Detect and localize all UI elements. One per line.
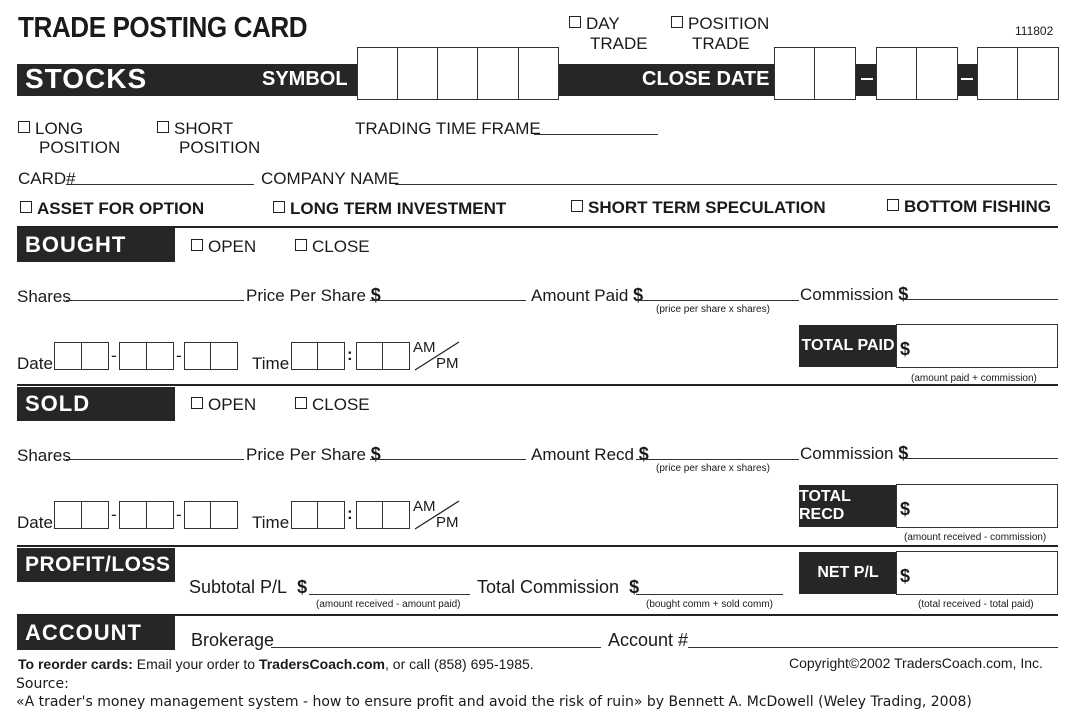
reorder-site-link[interactable]: TradersCoach.com: [258, 656, 386, 672]
profit-loss-header: PROFIT/LOSS: [17, 548, 175, 582]
sold-date-day[interactable]: [119, 501, 174, 529]
bought-date-month[interactable]: [54, 342, 109, 370]
bought-price-label: Price Per Share $: [246, 285, 381, 305]
close-date-label: CLOSE DATE: [642, 68, 770, 90]
time-separator: :: [347, 345, 353, 364]
date-box[interactable]: [876, 47, 917, 100]
time-box[interactable]: [356, 342, 383, 370]
date-separator: -: [176, 505, 182, 524]
bought-open-label: OPEN: [208, 237, 257, 256]
dollar-sign: $: [898, 443, 909, 463]
reorder-text: To reorder cards: Email your order to TradersCoach.com, or call (858) 695-1985.: [18, 656, 534, 672]
account-number-label: Account #: [608, 630, 689, 650]
sold-date-month[interactable]: [54, 501, 109, 529]
day-trade-label: DAY: [586, 14, 620, 33]
dollar-sign: $: [633, 285, 644, 305]
long-position-label-2: POSITION: [39, 138, 121, 157]
date-box[interactable]: [82, 342, 109, 370]
dollar-sign: $: [370, 285, 381, 305]
sold-price-field[interactable]: [370, 459, 526, 460]
sold-close-checkbox[interactable]: [295, 397, 307, 409]
dollar-sign: $: [629, 577, 640, 597]
dollar-sign: $: [370, 444, 381, 464]
bottom-fishing-checkbox[interactable]: [887, 199, 899, 211]
short-position-option[interactable]: [157, 119, 233, 138]
dollar-sign: $: [297, 577, 308, 597]
time-box[interactable]: [291, 342, 318, 370]
date-separator: -: [111, 346, 117, 365]
bought-amount-field[interactable]: [636, 300, 799, 301]
am-pm-slash: [413, 499, 461, 531]
dollar-sign: $: [900, 499, 911, 519]
pm-label: PM: [436, 514, 459, 531]
card-title: TRADE POSTING CARD: [18, 12, 308, 44]
symbol-boxes[interactable]: [357, 47, 559, 100]
sold-close-option[interactable]: [295, 395, 370, 414]
net-pl-label: NET P/L: [799, 552, 897, 594]
sold-amount-field[interactable]: [636, 459, 799, 460]
total-recd-field[interactable]: [896, 484, 1058, 528]
total-commission-note: (bought comm + sold comm): [646, 599, 773, 610]
sold-amount-label: Amount Recd $: [531, 444, 649, 464]
date-separator: -: [176, 346, 182, 365]
short-position-checkbox[interactable]: [157, 121, 169, 133]
date-box[interactable]: [119, 501, 147, 529]
sold-amount-note: (price per share x shares): [656, 463, 770, 474]
am-pm-slash: [413, 340, 461, 372]
sold-open-option[interactable]: [191, 395, 256, 414]
date-box[interactable]: [1018, 47, 1059, 100]
dollar-sign: $: [900, 339, 911, 359]
sold-shares-label: Shares: [17, 446, 71, 465]
source-label: Source:: [16, 676, 69, 692]
sold-time-hour[interactable]: [291, 501, 345, 529]
dollar-sign: $: [900, 566, 911, 586]
sold-commission-field[interactable]: [902, 458, 1058, 459]
bought-shares-label: Shares: [17, 287, 71, 306]
short-term-speculation-option[interactable]: [571, 198, 826, 217]
date-box[interactable]: [184, 501, 211, 529]
source-text: «A trader's money management system - how to ensure profit and avoid the risk of ruin» by Bennett A. McDowell (Weley Trading, 2008): [16, 694, 972, 710]
date-box[interactable]: [917, 47, 958, 100]
time-box[interactable]: [356, 501, 383, 529]
date-box[interactable]: [977, 47, 1018, 100]
bought-amount-label: Amount Paid $: [531, 285, 644, 305]
sold-time-label: Time: [252, 513, 290, 532]
bought-open-checkbox[interactable]: [191, 239, 203, 251]
subtotal-pl-note: (amount received - amount paid): [316, 599, 461, 610]
sold-close-label: CLOSE: [312, 395, 370, 414]
bought-date-year[interactable]: [184, 342, 238, 370]
sold-price-label: Price Per Share $: [246, 444, 381, 464]
time-box[interactable]: [318, 501, 345, 529]
time-separator: :: [347, 504, 353, 523]
long-term-investment-option[interactable]: [273, 199, 506, 218]
bought-date-day[interactable]: [119, 342, 174, 370]
bought-close-option[interactable]: [295, 237, 370, 256]
account-number-field[interactable]: [688, 647, 1058, 648]
bought-amount-note: (price per share x shares): [656, 304, 770, 315]
sold-header: SOLD: [17, 387, 175, 421]
net-pl-note: (total received - total paid): [918, 599, 1034, 610]
short-term-speculation-checkbox[interactable]: [571, 200, 583, 212]
subtotal-pl-label: Subtotal P/L $: [189, 577, 308, 597]
total-paid-note: (amount paid + commission): [911, 373, 1037, 384]
symbol-box[interactable]: [398, 47, 438, 100]
time-box[interactable]: [318, 342, 345, 370]
long-term-investment-checkbox[interactable]: [273, 201, 285, 213]
company-name-label: COMPANY NAME: [261, 169, 400, 188]
long-position-label: LONG: [35, 119, 84, 138]
trading-time-frame-label: TRADING TIME FRAME: [355, 119, 541, 138]
position-trade-label: POSITION: [688, 14, 770, 33]
time-box[interactable]: [291, 501, 318, 529]
bought-time-minute[interactable]: [356, 342, 410, 370]
short-position-label-2: POSITION: [179, 138, 261, 157]
bought-close-checkbox[interactable]: [295, 239, 307, 251]
dollar-sign: $: [638, 444, 649, 464]
am-label: AM: [413, 498, 436, 515]
date-box[interactable]: [184, 342, 211, 370]
total-commission-label: Total Commission $: [477, 577, 640, 597]
position-trade-checkbox[interactable]: [671, 16, 683, 28]
time-box[interactable]: [383, 342, 410, 370]
trading-time-frame-field[interactable]: [534, 134, 658, 135]
day-trade-option[interactable]: [569, 14, 620, 33]
brokerage-field[interactable]: [271, 647, 601, 648]
close-date-day[interactable]: [876, 47, 958, 100]
symbol-label: SYMBOL: [262, 68, 348, 90]
subtotal-pl-field[interactable]: [309, 594, 470, 595]
bottom-fishing-option[interactable]: [887, 197, 1051, 216]
bought-commission-label: Commission $: [800, 284, 909, 304]
close-date-month[interactable]: [774, 47, 856, 100]
asset-for-option[interactable]: [20, 199, 204, 218]
card-number-label: CARD#: [18, 169, 76, 188]
long-position-checkbox[interactable]: [18, 121, 30, 133]
card-code: 111802: [1015, 24, 1054, 38]
sold-commission-label: Commission $: [800, 443, 909, 463]
close-date-year[interactable]: [977, 47, 1059, 100]
am-label: AM: [413, 339, 436, 356]
symbol-box[interactable]: [357, 47, 398, 100]
total-commission-field[interactable]: [636, 594, 783, 595]
section-divider: [17, 545, 1058, 547]
total-paid-field[interactable]: [896, 324, 1058, 368]
short-term-speculation-label: SHORT TERM SPECULATION: [588, 198, 826, 217]
bought-shares-field[interactable]: [66, 300, 244, 301]
long-position-option[interactable]: [18, 119, 83, 138]
date-box[interactable]: [54, 501, 82, 529]
date-dash: [961, 78, 973, 80]
card-number-field[interactable]: [66, 184, 254, 185]
total-recd-note: (amount received - commission): [904, 532, 1047, 543]
day-trade-checkbox[interactable]: [569, 16, 581, 28]
time-box[interactable]: [383, 501, 410, 529]
bought-time-hour[interactable]: [291, 342, 345, 370]
section-divider: [17, 384, 1058, 386]
bought-time-label: Time: [252, 354, 290, 373]
dollar-sign: $: [898, 284, 909, 304]
bottom-fishing-label: BOTTOM FISHING: [904, 197, 1052, 216]
sold-open-label: OPEN: [208, 395, 257, 414]
date-box[interactable]: [147, 342, 174, 370]
total-recd-label: TOTAL RECD: [799, 485, 897, 527]
company-name-field[interactable]: [395, 184, 1057, 185]
sold-open-checkbox[interactable]: [191, 397, 203, 409]
sold-date-year[interactable]: [184, 501, 238, 529]
symbol-box[interactable]: [478, 47, 519, 100]
date-box[interactable]: [211, 501, 238, 529]
bought-price-field[interactable]: [370, 300, 526, 301]
asset-for-option-checkbox[interactable]: [20, 201, 32, 213]
account-header: ACCOUNT: [17, 616, 175, 650]
date-box[interactable]: [815, 47, 856, 100]
symbol-box[interactable]: [519, 47, 559, 100]
bought-close-label: CLOSE: [312, 237, 370, 256]
symbol-box[interactable]: [438, 47, 478, 100]
date-box[interactable]: [774, 47, 815, 100]
net-pl-field[interactable]: [896, 551, 1058, 595]
bought-commission-field[interactable]: [902, 299, 1058, 300]
position-trade-option[interactable]: [671, 14, 769, 33]
total-paid-label: TOTAL PAID: [799, 325, 897, 367]
date-box[interactable]: [119, 342, 147, 370]
stocks-header: STOCKS: [25, 63, 148, 94]
long-term-investment-label: LONG TERM INVESTMENT: [290, 199, 507, 218]
date-box[interactable]: [54, 342, 82, 370]
copyright: Copyright©2002 TradersCoach.com, Inc.: [789, 655, 1043, 671]
pm-label: PM: [436, 355, 459, 372]
bought-header: BOUGHT: [17, 228, 175, 262]
asset-for-option-label: ASSET FOR OPTION: [37, 199, 205, 218]
date-box[interactable]: [82, 501, 109, 529]
date-box[interactable]: [211, 342, 238, 370]
short-position-label: SHORT: [174, 119, 234, 138]
position-trade-label-2: TRADE: [692, 34, 750, 53]
sold-date-label: Date: [17, 513, 53, 532]
date-separator: -: [111, 505, 117, 524]
date-dash: [861, 78, 873, 80]
bought-open-option[interactable]: [191, 237, 256, 256]
day-trade-label-2: TRADE: [590, 34, 648, 53]
sold-time-minute[interactable]: [356, 501, 410, 529]
bought-date-label: Date: [17, 354, 53, 373]
brokerage-label: Brokerage: [191, 630, 275, 650]
sold-shares-field[interactable]: [66, 459, 244, 460]
date-box[interactable]: [147, 501, 174, 529]
